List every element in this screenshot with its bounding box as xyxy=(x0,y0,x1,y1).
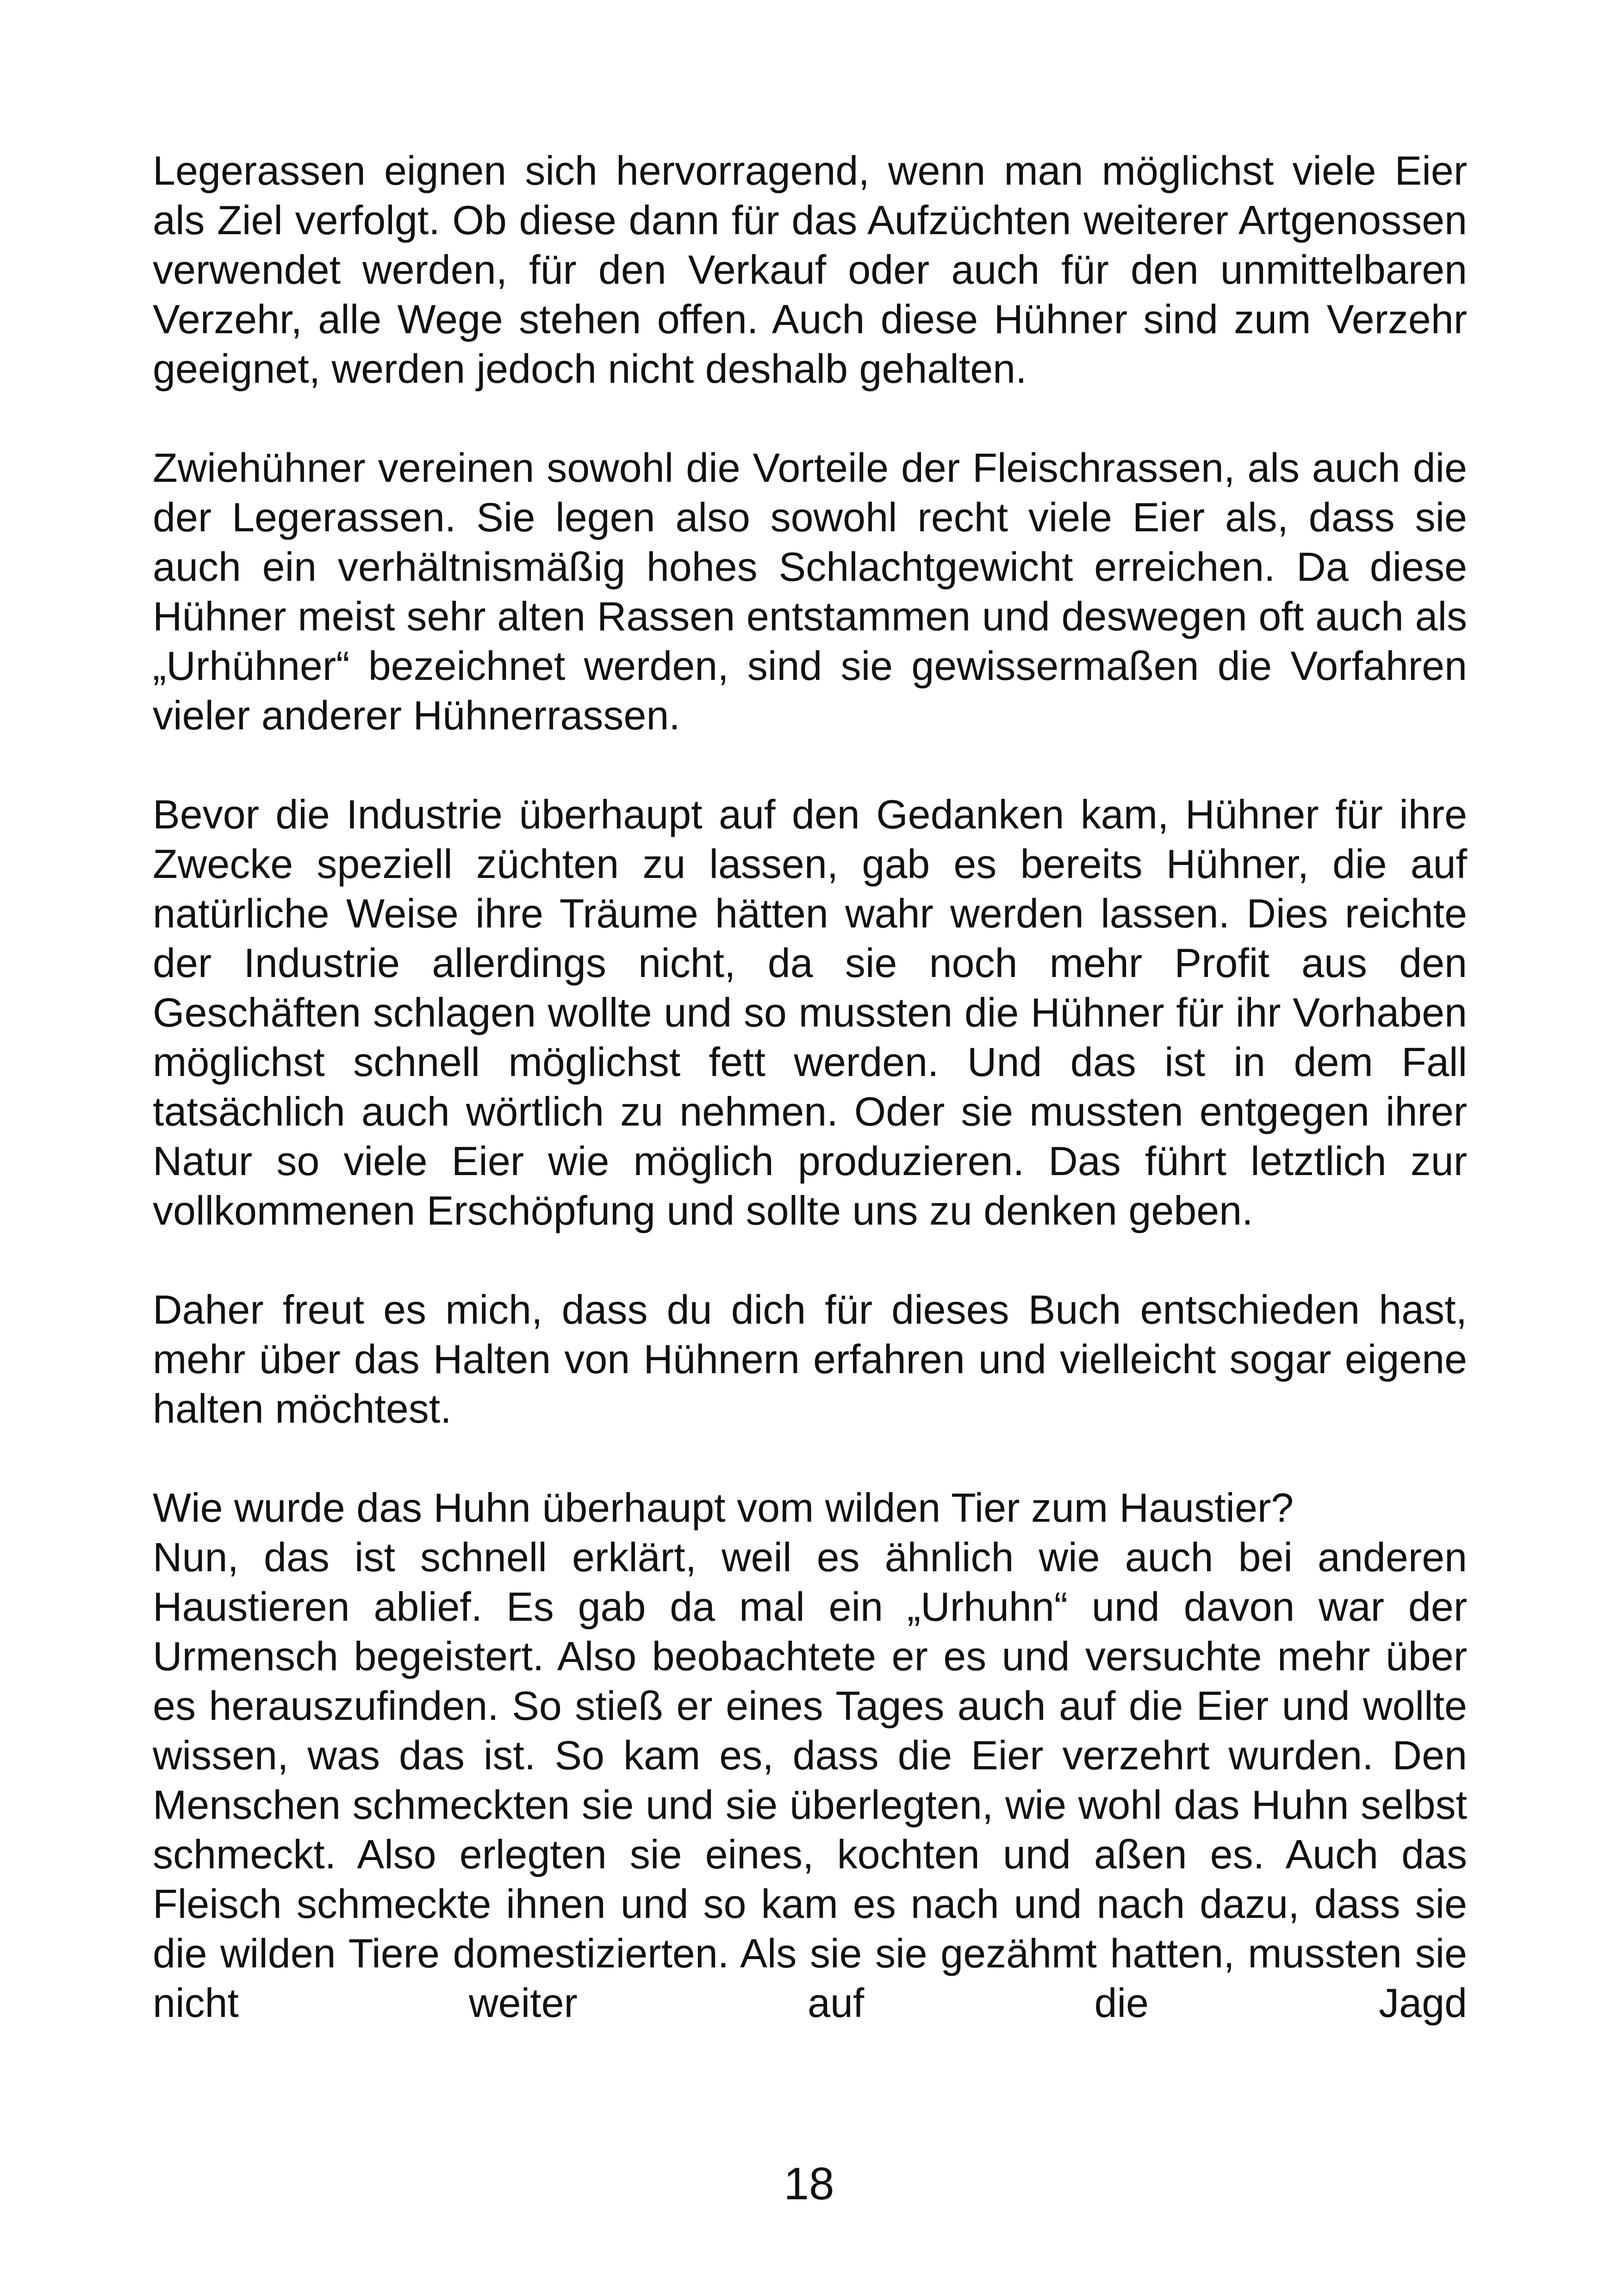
paragraph-industrie: Bevor die Industrie überhaupt auf den Gedanken kam, Hühner für ihre Zwecke speziell züchten zu lassen, gab es bereits Hühner, die auf natürliche Weise ihre Träume hätten wahr werden lassen. Dies reichte der Industrie allerdings nicht, da sie noch mehr Profit aus den Geschäften schlagen wollte und so mussten die Hühner für ihr Vorhaben möglichst schnell möglichst fett werden. Und das ist in dem Fall tatsächlich auch wörtlich zu nehmen. Oder sie mussten entgegen ihrer Natur so viele Eier wie möglich produzieren. Das führt letztlich zur vollkommenen Erschöpfung und sollte uns zu denken geben. xyxy=(153,791,1467,1233)
paragraph-legerassen: Legerassen eignen sich hervorragend, wenn man möglichst viele Eier als Ziel verfolgt. Ob diese dann für das Aufzüchten weiterer Artgenossen verwendet werden, für den Verkauf oder auch für den unmittelbaren Verzehr, alle Wege stehen offen. Auch diese Hühner sind zum Verzehr geeignet, werden jedoch nicht deshalb gehalten. xyxy=(153,148,1467,392)
body-text xyxy=(153,146,1467,2028)
paragraph-question: Wie wurde das Huhn überhaupt vom wilden Tier zum Haustier? xyxy=(153,1485,1294,1531)
paragraph-urhuhn: Nun, das ist schnell erklärt, weil es ähnlich wie auch bei anderen Haustieren ablief. Es gab da mal ein „Urhuhn“ und davon war der Urmensch begeistert. Also beobachtete er es und versuchte mehr über es herauszufinden. So stieß er eines Tages auch auf die Eier und wollte wissen, was das ist. So kam es, dass die Eier verzehrt wurden. Den Menschen schmeckten sie und sie überlegten, wie wohl das Huhn selbst schmeckt. Also erlegten sie eines, kochten und aßen es. Auch das Fleisch schmeckte ihnen und so kam es nach und nach dazu, dass sie die wilden Tiere domestizierten. Als sie sie gezähmt hatten, mussten sie nicht weiter auf die Jagd xyxy=(153,1534,1467,2026)
page-number: 18 xyxy=(784,2158,834,2209)
paragraph-buch: Daher freut es mich, dass du dich für dieses Buch entschieden hast, mehr über das Halten von Hühnern erfahren und vielleicht sogar eigene halten möchtest. xyxy=(153,1287,1467,1431)
paragraph-zwiehuehner: Zwiehühner vereinen sowohl die Vorteile der Fleischrassen, als auch die der Legerassen. Sie legen also sowohl recht viele Eier als, dass sie auch ein verhältnismäßig hohes Schlachtgewicht erreichen. Da diese Hühner meist sehr alten Rassen entstammen und deswegen oft auch als „Urhühner“ bezeichnet werden, sind sie gewissermaßen die Vorfahren vieler anderer Hühnerrassen. xyxy=(153,445,1467,738)
